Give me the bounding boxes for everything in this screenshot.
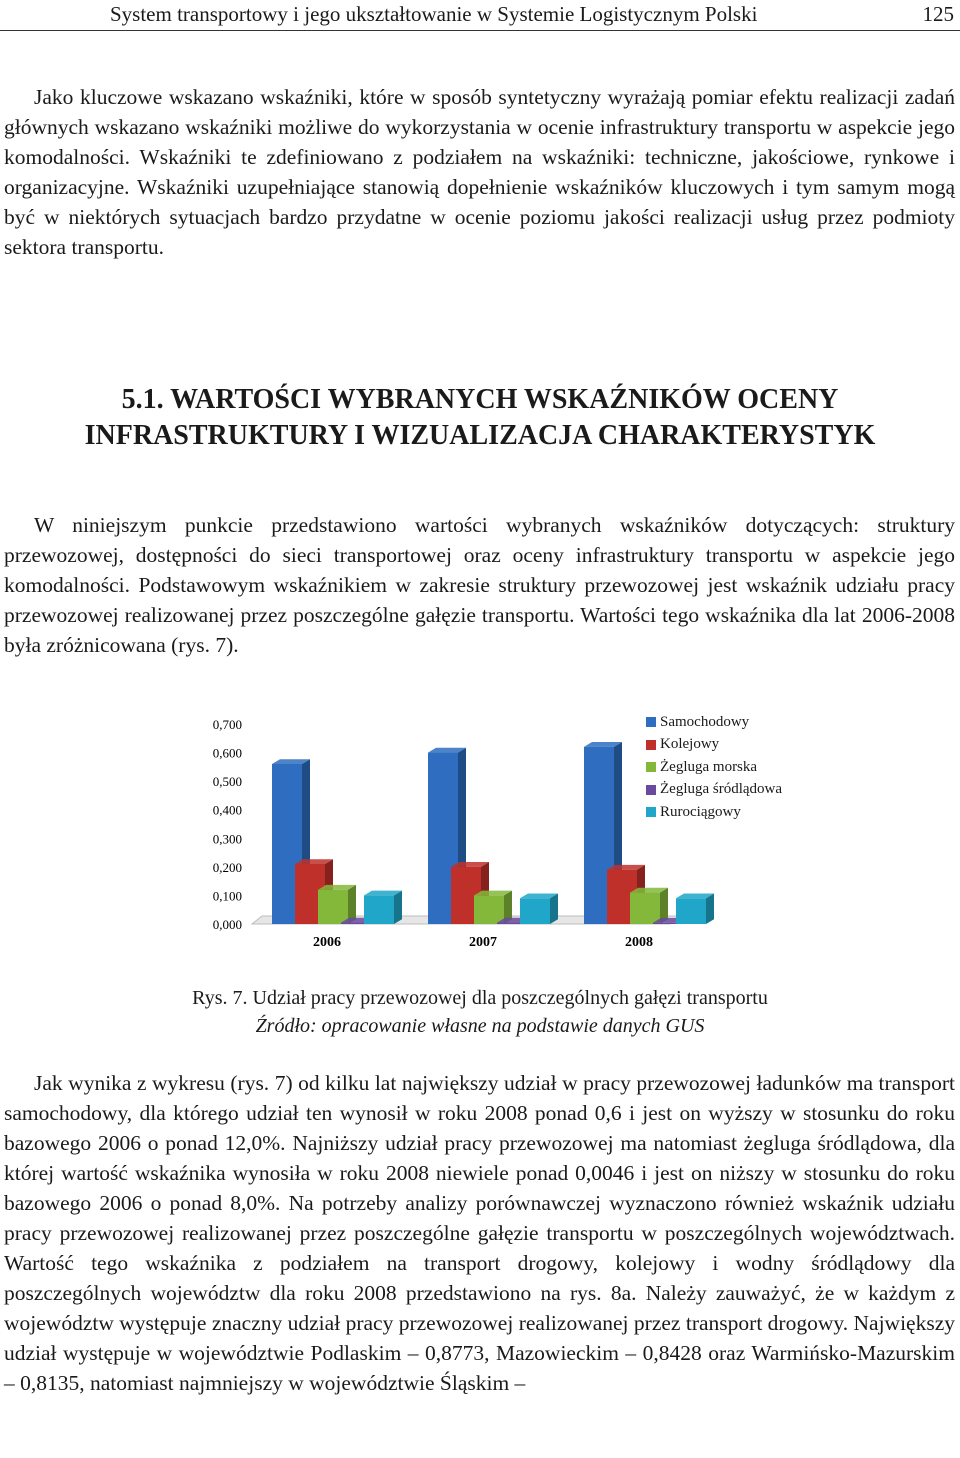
running-title: System transportowy i jego ukształtowanie w Systemie Logistycznym Polski (110, 2, 758, 26)
bar-front (318, 890, 348, 924)
bar-side (706, 893, 714, 924)
y-tick-label: 0,400 (212, 802, 242, 818)
y-tick-label: 0,100 (212, 888, 242, 904)
legend-swatch (646, 807, 656, 817)
legend-label: Żegluga morska (660, 758, 758, 775)
figure-caption: Rys. 7. Udział pracy przewozowej dla poszczególnych gałęzi transportu (192, 987, 768, 1009)
bar-front (474, 895, 504, 924)
bar-front (676, 898, 706, 924)
chart-legend (646, 711, 782, 824)
bar-2006-5 (364, 891, 402, 924)
y-tick-label: 0,700 (212, 717, 242, 732)
bar-front (520, 898, 550, 924)
section-heading-line2: INFRASTRUKTURY I WIZUALIZACJA CHARAKTERYSTYK (84, 420, 876, 451)
legend-item (646, 734, 782, 757)
x-tick-label: 2007 (469, 935, 497, 950)
paragraph-section: W niniejszym punkcie przedstawiono wartości wybranych wskaźników dotyczących: struktury przewozowej, dostępności do sieci transportowej oraz oceny infrastruktury transportu w aspekcie jego komodalności. Podstawowym wskaźnikiem w zakresie struktury przewozowej jest wskaźnik udziału pracy przewozowej realizowanej przez poszczególne gałęzie transportu. Wartości tego wskaźnika dla lat 2006-2008 była zróżnicowana (rys. 7). (4, 513, 955, 657)
y-tick-label: 0,600 (212, 745, 242, 761)
legend-label: Kolejowy (660, 736, 720, 753)
legend-item (646, 711, 782, 734)
bar-2008-5 (676, 893, 714, 924)
legend-swatch (646, 740, 656, 750)
paragraph-intro: Jako kluczowe wskazano wskaźniki, które w sposób syntetyczny wyrażają pomiar efektu realizacji zadań głównych wskazano wskaźniki możliwe do wykorzystania w ocenie infrastruktury transportu w aspekcie jego komodalności. Wskaźniki te zdefiniowano z podziałem na wskaźniki: techniczne, jakościowe, rynkowe i organizacyjne. Wskaźniki uzupełniające stanowią dopełnienie wskaźników kluczowych i tym samym mogą być w niektórych sytuacjach bardzo przydatne w ocenie poziomu jakości realizacji usług przez podmioty sektora transportu. (4, 85, 955, 259)
x-tick-label: 2006 (313, 935, 341, 950)
legend-swatch (646, 717, 656, 727)
y-tick-label: 0,200 (212, 859, 242, 875)
y-tick-label: 0,500 (212, 774, 242, 790)
legend-label: Żegluga śródlądowa (660, 781, 783, 798)
bar-side (550, 893, 558, 924)
legend-swatch (646, 762, 656, 772)
legend-swatch (646, 785, 656, 795)
page-number: 125 (922, 2, 954, 26)
legend-label: Samochodowy (660, 713, 750, 730)
legend-label: Rurociągowy (660, 803, 741, 820)
legend-item (646, 801, 782, 824)
bar-front (364, 895, 394, 924)
bar-front (630, 893, 660, 924)
y-tick-label: 0,300 (212, 831, 242, 847)
page-header (0, 0, 960, 31)
legend-item (646, 779, 782, 802)
section-heading-line1: 5.1. WARTOŚCI WYBRANYCH WSKAŹNIKÓW OCENY (121, 384, 839, 415)
x-tick-label: 2008 (625, 935, 653, 950)
bar-2007-5 (520, 893, 558, 924)
figure-source: Źródło: opracowanie własne na podstawie danych GUS (255, 1015, 705, 1037)
y-tick-label: 0,000 (212, 917, 242, 932)
paragraph-analysis: Jak wynika z wykresu (rys. 7) od kilku lat największy udział w pracy przewozowej ładunków ma transport samochodowy, dla którego udział ten wynosił w roku 2008 ponad 0,6 i jest on wyższy w stosunku do roku bazowego 2006 o ponad 12,0%. Najniższy udział pracy przewozowej ma natomiast żegluga śródlądowa, dla której wartość wskaźnika wynosiła w roku 2008 niewiele ponad 0,0046 i jest on niższy w stosunku do roku bazowego 2006 o ponad 8,0%. Na potrzeby analizy porównawczej wyznaczono również wskaźnik udziału pracy przewozowej realizowanej przez poszczególne gałęzie transportu w poszczególnych województwach. Wartość tego wskaźnika z podziałem na transport drogowy, kolejowy i wodny śródlądowy dla poszczególnych województw dla roku 2008 przedstawiono na rys. 8a. Należy zauważyć, że w każdym z województw występuje znaczny udział pracy przewozowej realizowanej przez transport drogowy. Największy udział występuje w województwie Podlaskim – 0,8773, Mazowieckim – 0,8428 oraz Warmińsko-Mazurskim – 0,8135, natomiast najmniejszy w województwie Śląskim – (4, 1071, 955, 1395)
legend-item (646, 756, 782, 779)
bar-side (394, 891, 402, 924)
